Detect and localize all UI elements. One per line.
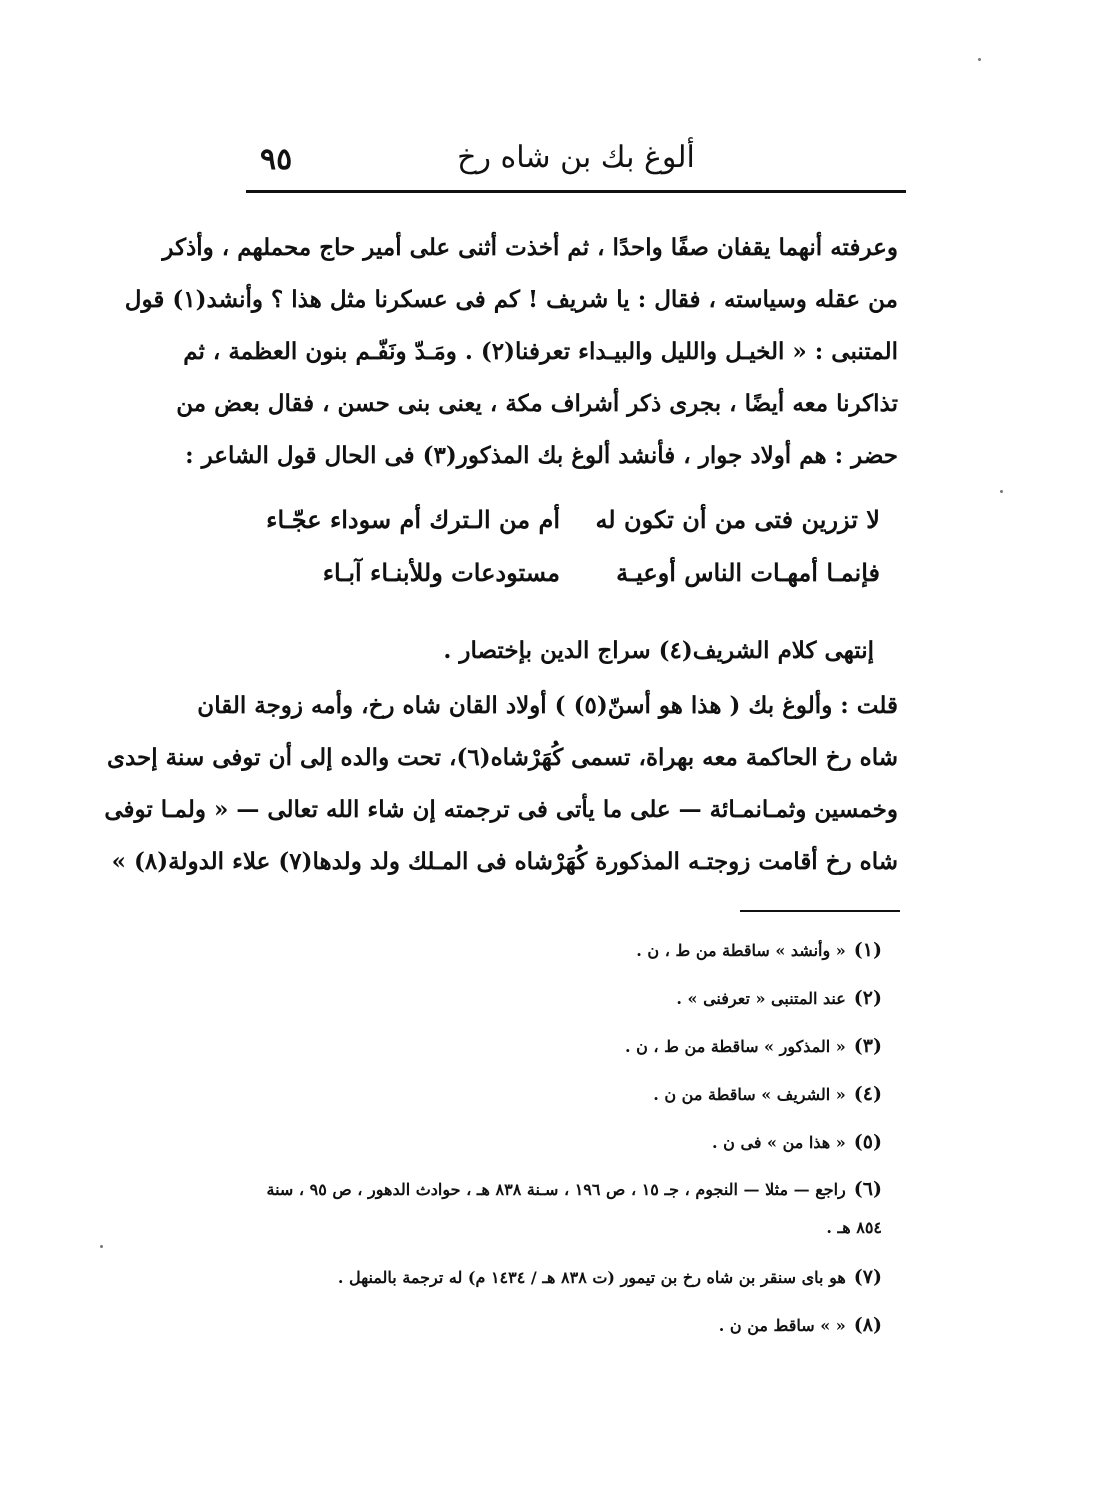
poem-verse	[260, 505, 880, 545]
footnote-text: راجع — مثلا — النجوم ، جـ ١٥ ، ص ١٩٦ ، سـنة ٨٣٨ هـ ، حوادث الدهور ، ص ٩٥ ، سنة ٨٥٤ هـ .	[266, 1180, 882, 1237]
footnote-rule	[740, 910, 900, 912]
paragraph-1	[124, 222, 898, 482]
text-line: شاه رخ أقامت زوجتـه المذكورة كُهَرْشاه فى المـلك ولد ولدها(٧) علاء الدولة(٨) »	[111, 848, 898, 875]
text-line: قلت : وألوغ بك ( هذا هو أسنّ(٥) ) أولاد القان شاه رخ، وأمه زوجة القان	[197, 692, 898, 719]
footnotes	[246, 930, 882, 1353]
footnote-text: عند المتنبى « تعرفنى » .	[676, 989, 846, 1008]
footnote-number: (٧)	[853, 1266, 882, 1288]
scan-speck	[1000, 490, 1003, 493]
paragraph-2	[104, 680, 898, 888]
text-line: إنتهى كلام الشريف(٤) سراج الدين بإختصار .	[443, 637, 874, 664]
verse-second-hemistich: مستودعات وللأبنـاء آبـاء	[322, 558, 560, 587]
poem-verse	[260, 558, 880, 598]
text-line: من عقله وسياسته ، فقال : يا شريف ! كم فى عسكرنا مثل هذا ؟ وأنشد(١) قول	[124, 286, 898, 313]
footnote-text: « هذا من » فى ن .	[712, 1133, 846, 1152]
footnote-number: (٤)	[853, 1083, 882, 1105]
scan-speck	[978, 58, 981, 61]
footnote-number: (٨)	[853, 1314, 882, 1336]
footnote	[246, 1257, 882, 1305]
text-line: وعرفته أنهما يقفان صفًا واحدًا ، ثم أخذت أثنى على أمير حاج محملهم ، وأذكر	[162, 234, 898, 261]
quote-end	[246, 625, 898, 677]
text-line: حضر : هم أولاد جوار ، فأنشد ألوغ بك المذكور(٣) فى الحال قول الشاعر :	[185, 442, 898, 469]
verse-first-hemistich: فإنمـا أمهـات الناس أوعيـة	[616, 558, 880, 587]
footnote	[246, 1026, 882, 1074]
footnote-text: هو بای سنقر بن شاه رخ بن تیمور (ت ٨٣٨ هـ / ١٤٣٤ م) له ترجمة بالمنهل .	[337, 1268, 846, 1287]
footnote-text: « المذكور » ساقطة من ط ، ن .	[624, 1037, 846, 1056]
footnote-number: (٦)	[853, 1178, 882, 1200]
footnote-number: (٢)	[853, 987, 882, 1009]
footnote	[246, 978, 882, 1026]
footnote	[246, 1170, 882, 1247]
text-line: وخمسين وثمـانمـائة — على ما يأتى فى ترجمته إن شاء الله تعالى — « ولمـا توفى	[104, 796, 898, 823]
page-header	[246, 136, 906, 184]
footnote-text: « الشريف » ساقطة من ن .	[653, 1085, 846, 1104]
footnote-text: « وأنشد » ساقطة من ط ، ن .	[636, 941, 846, 960]
header-rule	[246, 190, 906, 193]
page-number: ٩٥	[260, 142, 293, 177]
text-line: شاه رخ الحاكمة معه بهراة، تسمى كُهَرْشاه(٦)، تحت والده إلى أن توفى سنة إحدى	[106, 744, 898, 771]
verse-second-hemistich: أم من الـترك أم سوداء عجّـاء	[266, 505, 560, 534]
footnote	[246, 1305, 882, 1353]
scan-speck	[100, 1245, 103, 1248]
footnote-text: « » ساقط من ن .	[718, 1316, 846, 1335]
footnote	[246, 930, 882, 978]
running-title: ألوغ بك بن شاه رخ	[457, 140, 695, 175]
footnote	[246, 1122, 882, 1170]
footnote	[246, 1074, 882, 1122]
footnote-number: (٥)	[853, 1131, 882, 1153]
footnote-number: (١)	[853, 939, 882, 961]
footnote-number: (٣)	[853, 1035, 882, 1057]
text-line: المتنبى : « الخيـل والليل والبيـداء تعرفنا(٢) . ومَـدّ ونَفّـم بنون العظمة ، ثم	[183, 338, 898, 365]
verse-first-hemistich: لا تزرين فتى من أن تكون له	[595, 505, 880, 534]
text-line: تذاكرنا معه أيضًا ، بجرى ذكر أشراف مكة ، يعنى بنى حسن ، فقال بعض من	[176, 390, 898, 417]
